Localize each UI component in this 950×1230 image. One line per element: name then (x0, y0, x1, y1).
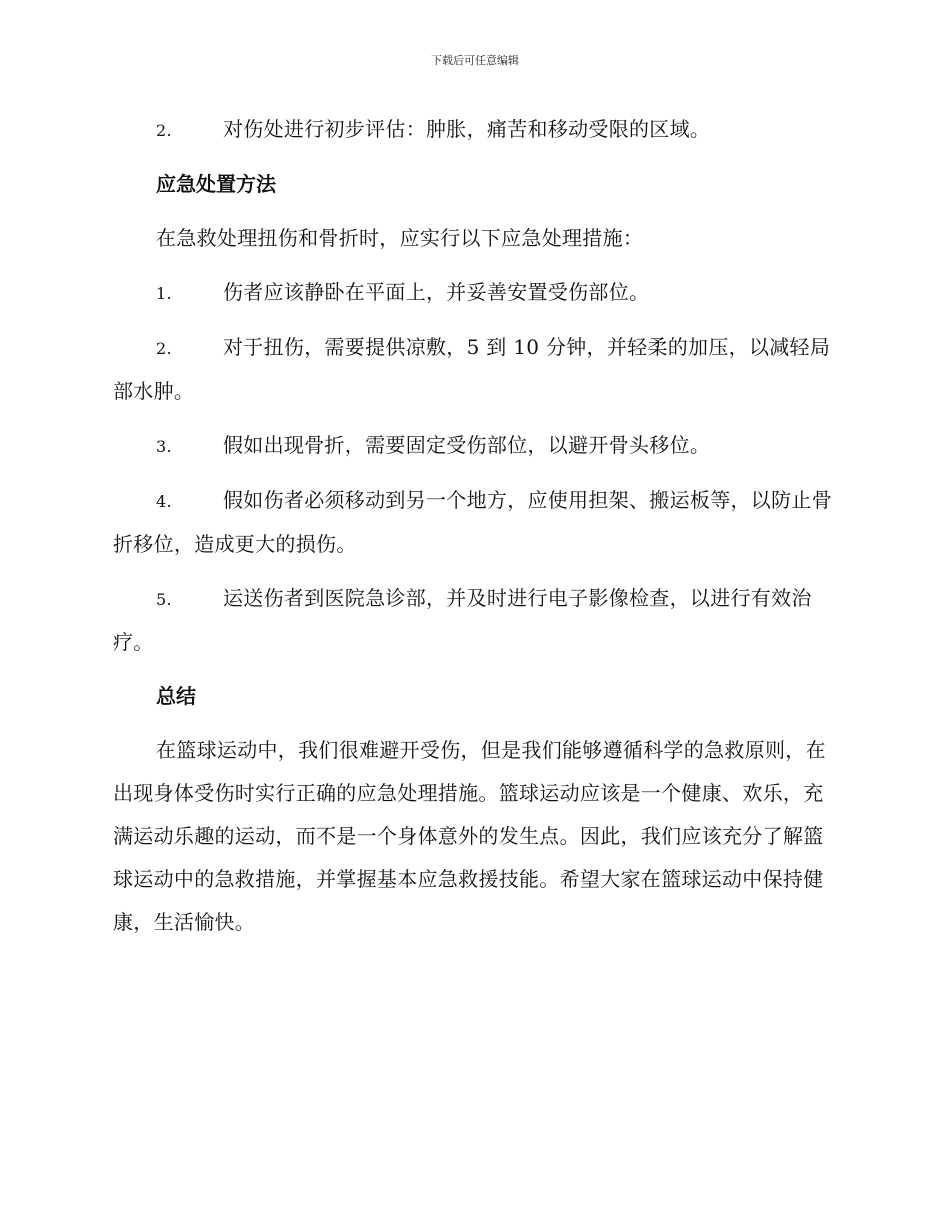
emergency-item-5 (113, 577, 837, 664)
list-text: 运送伤者到医院急诊部，并及时进行电子影像检查，以进行有效治疗。 (113, 586, 812, 654)
list-number: 2. (156, 121, 172, 140)
list-text: 对伤处进行初步评估：肿胀，痛苦和移动受限的区域。 (223, 117, 711, 141)
emergency-item-4 (113, 479, 837, 566)
emergency-intro: 在急救处理扭伤和骨折时，应实行以下应急处理措施： (156, 226, 644, 250)
list-number: 4. (156, 492, 172, 511)
header-note: 下载后可任意编辑 (431, 54, 519, 67)
emergency-item-3 (113, 424, 837, 468)
assessment-item-2 (113, 108, 837, 152)
list-number: 2. (156, 339, 172, 358)
list-text: 对于扭伤，需要提供凉敷，5 到 10 分钟，并轻柔的加压，以减轻局部水肿。 (113, 335, 831, 403)
list-number: 1. (156, 284, 172, 303)
section-heading-summary: 总结 (156, 684, 196, 708)
list-number: 5. (156, 590, 172, 609)
document-body (113, 108, 837, 944)
list-number: 3. (156, 437, 172, 456)
list-text: 伤者应该静卧在平面上，并妥善安置受伤部位。 (223, 280, 650, 304)
emergency-item-2 (113, 326, 837, 413)
list-text: 假如出现骨折，需要固定受伤部位，以避开骨头移位。 (223, 433, 711, 457)
list-text: 假如伤者必须移动到另一个地方，应使用担架、搬运板等，以防止骨折移位，造成更大的损伤。 (113, 488, 832, 556)
emergency-item-1 (113, 271, 837, 315)
summary-paragraph: 在篮球运动中，我们很难避开受伤，但是我们能够遵循科学的急救原则，在出现身体受伤时实行正确的应急处理措施。篮球运动应该是一个健康、欢乐，充满运动乐趣的运动，而不是一个身体意外的发生点。因此，我们应该充分了解篮球运动中的急救措施，并掌握基本应急救援技能。希望大家在篮球运动中保持健康，生活愉快。 (113, 738, 826, 934)
section-heading-emergency: 应急处置方法 (156, 172, 276, 196)
